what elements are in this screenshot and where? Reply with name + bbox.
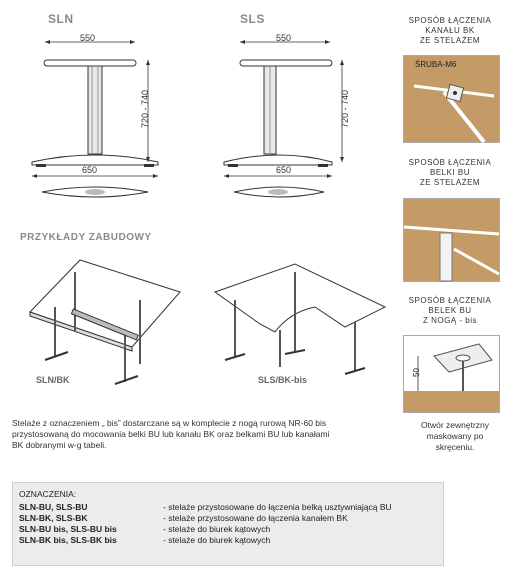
sln-top-width: 550: [80, 33, 96, 43]
legend-text-2: - stelaże przystosowane do łączenia kanałem BK: [163, 513, 348, 523]
legend-text-4: - stelaże do biurek kątowych: [163, 535, 271, 545]
examples-title: PRZYKŁADY ZABUDOWY: [20, 232, 152, 243]
legend-code-2: SLN-BK, SLS-BK: [19, 513, 88, 523]
sls-height: 720 - 740: [340, 89, 350, 128]
legend-code-3: SLN-BU bis, SLS-BU bis: [19, 524, 117, 534]
legend-title: OZNACZENIA:: [19, 489, 77, 499]
legend-box: [12, 482, 444, 566]
sln-height: 720 - 740: [140, 89, 150, 128]
example-sls-bk-bis-label: SLS/BK-bis: [258, 375, 308, 385]
sls-top-width: 550: [276, 33, 292, 43]
connection-1-screw-tag: ŚRUBA-M6: [415, 60, 457, 69]
example-sls-bk-bis-drawing: [205, 252, 395, 392]
connection-2-photo: [403, 198, 500, 282]
side-note: Otwór zewnętrzny maskowany po skręceniu.: [420, 420, 490, 452]
connection-1-title: SPOSÓB ŁĄCZENIA KANAŁU BK ZE STELAŻEM: [408, 16, 492, 45]
connection-3-dim: 50: [411, 368, 421, 377]
example-sln-bk-drawing: [20, 252, 190, 392]
sls-frame-drawing: [220, 28, 360, 208]
sln-base-width: 650: [82, 165, 98, 175]
connection-3-title: SPOSÓB ŁĄCZENIA BELEK BU Z NOGĄ - bis: [408, 296, 492, 325]
legend-code-4: SLN-BK bis, SLS-BK bis: [19, 535, 117, 545]
legend-text-1: - stelaże przystosowane do łączenia belką usztywniającą BU: [163, 502, 392, 512]
description: Stelaże z oznaczeniem „ bis” dostarczane są w komplecie z nogą rurową NR-60 bis przystosowaną do mocowania belki BU lub kanału BK oraz belkami BU lub kanałami BK dobranymi w-g tabeli.: [12, 418, 330, 450]
connection-2-title: SPOSÓB ŁĄCZENIA BELKI BU ZE STELAŻEM: [408, 158, 492, 187]
legend-code-1: SLN-BU, SLS-BU: [19, 502, 88, 512]
example-sln-bk-label: SLN/BK: [36, 375, 70, 385]
model-sln-title: SLN: [48, 12, 74, 26]
legend-text-3: - stelaże do biurek kątowych: [163, 524, 271, 534]
sls-base-width: 650: [276, 165, 292, 175]
model-sls-title: SLS: [240, 12, 265, 26]
